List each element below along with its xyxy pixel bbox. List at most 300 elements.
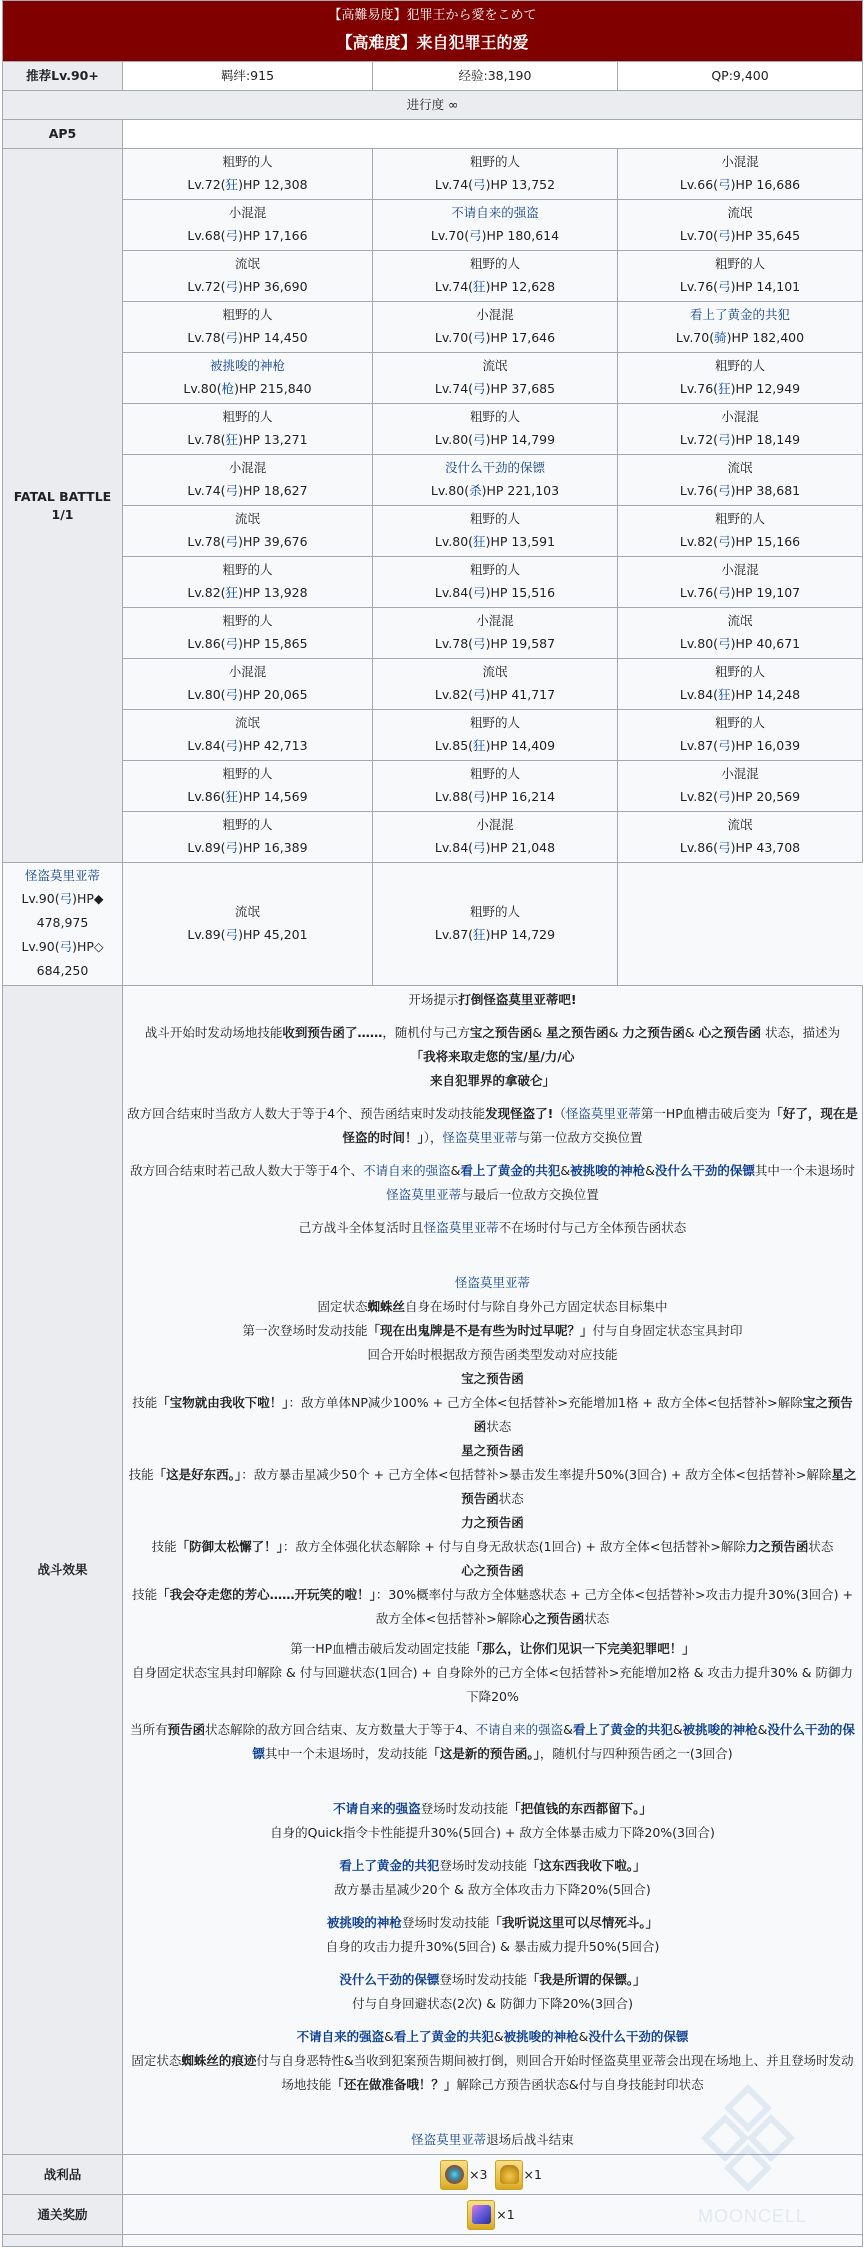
enemy-hp: )HP 12,308: [238, 177, 308, 192]
enemy-level: Lv.78(: [187, 330, 226, 345]
enemy-hp: )HP 39,676: [238, 534, 308, 549]
enemy-name: 小混混: [721, 766, 759, 781]
enemy-hp: )HP 215,840: [234, 381, 312, 396]
enemy-hp: )HP 20,569: [730, 789, 801, 804]
enemy-cell: [618, 659, 863, 710]
enemy-hp: )HP 12,949: [730, 381, 801, 396]
class-link[interactable]: 弓: [718, 177, 731, 192]
enemy-name: 粗野的人: [469, 511, 520, 526]
enemy-stats: [127, 632, 368, 656]
enemy-name: 粗野的人: [715, 664, 766, 679]
enemy-name-link[interactable]: 被挑唆的神枪: [209, 358, 285, 373]
class-link[interactable]: 狂: [473, 738, 486, 753]
enemy-row: [3, 710, 863, 761]
effects-row: [3, 986, 863, 2155]
enemy-stats: [127, 428, 368, 452]
enemy-cell: [373, 251, 618, 302]
class-link[interactable]: 弓: [718, 228, 731, 243]
enemy-stats: [377, 530, 613, 554]
class-link[interactable]: 弓: [225, 330, 239, 345]
enemy-row: [3, 353, 863, 404]
enemy-name: 粗野的人: [222, 154, 273, 169]
enemy-cell: [618, 302, 863, 353]
enemy-cell: [373, 710, 618, 761]
robber-effect: 不请自来的强盗登场时发动技能「把值钱的东西都留下。」 自身的Quick指令卡性能提升30%(5回合) + 敌方全体暴击威力下降20%(3回合): [270, 1801, 715, 1840]
enemy-name: 流氓: [727, 613, 753, 628]
enemy-name: 粗野的人: [469, 904, 520, 919]
class-link[interactable]: 枪: [221, 381, 235, 396]
enemy-stats: [622, 530, 858, 554]
class-link[interactable]: 弓: [718, 432, 731, 447]
enemy-row: [3, 149, 863, 200]
reward-label: 通关奖励: [3, 2195, 123, 2235]
enemy-hp: )HP 14,101: [730, 279, 801, 294]
enemy-level: Lv.80(: [434, 432, 474, 447]
enemy-hp: )HP 182,400: [726, 330, 805, 345]
enemy-name: 粗野的人: [222, 817, 273, 832]
enemy-level: Lv.80(: [434, 534, 474, 549]
robber-link[interactable]: 不请自来的强盗: [475, 1722, 564, 1737]
class-archer-link[interactable]: 弓: [59, 939, 73, 954]
class-link[interactable]: 弓: [718, 279, 731, 294]
enemy-hp: )HP 15,516: [485, 585, 556, 600]
enemy-name-link[interactable]: 没什么干劲的保镖: [444, 460, 545, 475]
enemy-row: [3, 557, 863, 608]
loot-items: [123, 2155, 863, 2195]
accomplice-link[interactable]: 看上了黄金的共犯: [393, 2029, 494, 2044]
enemy-hp: )HP 12,628: [485, 279, 556, 294]
class-link[interactable]: 弓: [718, 636, 731, 651]
enemy-stats: [127, 530, 368, 554]
enemy-stats: [127, 479, 368, 503]
class-link[interactable]: 弓: [225, 687, 239, 702]
accomplice-link[interactable]: 看上了黄金的共犯: [339, 1858, 440, 1873]
enemy-level: Lv.74(: [434, 177, 474, 192]
material-crystal-icon[interactable]: [467, 2200, 495, 2230]
class-link[interactable]: 弓: [225, 483, 239, 498]
enemy-level: Lv.84(: [679, 687, 719, 702]
enemy-cell: [123, 506, 373, 557]
enemy-stats: [377, 275, 613, 299]
item-quantity: ×3: [469, 2166, 488, 2182]
enemy-cell: [373, 200, 618, 251]
enemy-cell: [373, 353, 618, 404]
boss-hp-2: )HP◇ 684,250: [36, 939, 104, 978]
quest-title-cn: 【高难度】来自犯罪王的爱: [336, 33, 529, 52]
trailing-label: [3, 2235, 123, 2247]
class-link[interactable]: 杀: [469, 483, 482, 498]
enemy-cell: [618, 710, 863, 761]
class-link[interactable]: 弓: [469, 228, 482, 243]
enemy-hp: )HP 13,928: [238, 585, 308, 600]
enemy-stats: [377, 632, 613, 656]
effects-content: [123, 986, 863, 2155]
enemy-stats: [377, 377, 613, 401]
guard-link[interactable]: 没什么干劲的保镖: [654, 1163, 755, 1178]
class-link[interactable]: 狂: [225, 177, 239, 192]
enemy-row: [3, 404, 863, 455]
enemy-hp: )HP 13,591: [485, 534, 556, 549]
boss-hp-bar-1: [7, 887, 118, 935]
enemy-cell: [373, 149, 618, 200]
class-link[interactable]: 狂: [473, 534, 486, 549]
enemy-stats: [622, 785, 858, 809]
enemy-cell: [123, 557, 373, 608]
class-link[interactable]: 弓: [473, 585, 486, 600]
enemy-name: 粗野的人: [469, 409, 520, 424]
enemy-name: 流氓: [234, 511, 260, 526]
qp-reward: QP:9,400: [618, 62, 863, 91]
enemy-cell: [618, 251, 863, 302]
enemy-hp: )HP 16,389: [238, 840, 308, 855]
info-row: [3, 62, 863, 91]
enemy-name: 流氓: [727, 460, 753, 475]
boss-link[interactable]: 怪盗莫里亚蒂: [455, 1275, 531, 1290]
lancer-effect: 被挑唆的神枪登场时发动技能「我听说这里可以尽情死斗。」 自身的攻击力提升30%(5回合) & 暴击威力提升50%(5回合): [325, 1915, 660, 1954]
enemy-stats: [622, 377, 858, 401]
enemy-cell: [618, 149, 863, 200]
enemy-stats: [622, 326, 858, 350]
enemy-hp: )HP 180,614: [481, 228, 560, 243]
enemy-level: Lv.88(: [434, 789, 474, 804]
guard-effect: 没什么干劲的保镖登场时发动技能「我是所谓的保镖。」 付与自身回避状态(2次) & 防御力下降20%(3回合): [339, 1972, 646, 2011]
enemy-name: 小混混: [476, 307, 514, 322]
enemy-cell-boss: [3, 863, 123, 986]
enemy-level: Lv.66(: [679, 177, 719, 192]
material-golden-statue-icon[interactable]: [495, 2160, 523, 2190]
enemy-level: Lv.80(: [679, 636, 719, 651]
enemy-hp: )HP 13,752: [485, 177, 556, 192]
enemy-name: 粗野的人: [469, 715, 520, 730]
boss-level-1: Lv.90(: [21, 891, 60, 906]
boss-level-2: Lv.90(: [21, 939, 60, 954]
enemy-name-link[interactable]: 看上了黄金的共犯: [690, 307, 791, 322]
enemy-cell: [618, 812, 863, 863]
enemy-name: 流氓: [234, 904, 260, 919]
enemy-level: Lv.76(: [679, 483, 719, 498]
class-link[interactable]: 弓: [718, 585, 731, 600]
enemy-hp: )HP 18,627: [238, 483, 308, 498]
enemy-cell: [123, 812, 373, 863]
enemy-name: 小混混: [721, 409, 759, 424]
enemy-cell: [618, 557, 863, 608]
enemy-hp: )HP 21,048: [485, 840, 556, 855]
enemy-stats: [622, 479, 858, 503]
enemy-level: Lv.80(: [183, 381, 222, 396]
enemy-stats: [622, 632, 858, 656]
enemy-name: 流氓: [234, 256, 260, 271]
enemy-stats: [377, 326, 613, 350]
class-link[interactable]: 狂: [718, 381, 731, 396]
enemy-stats: [127, 581, 368, 605]
enemy-cell: [618, 455, 863, 506]
enemy-row: [3, 659, 863, 710]
enemy-level: Lv.72(: [187, 279, 226, 294]
bond-points: 羁绊:915: [123, 62, 373, 91]
accomplice-link[interactable]: 看上了黄金的共犯: [572, 1722, 673, 1737]
enemy-hp: )HP 14,569: [238, 789, 308, 804]
boss-hp-bar-2: [7, 935, 118, 983]
enemy-stats: [622, 683, 858, 707]
loot-row: [3, 2155, 863, 2195]
enemy-level: Lv.70(: [434, 330, 474, 345]
exp-points: 经验:38,190: [373, 62, 618, 91]
enemy-cell: [123, 149, 373, 200]
reward-items: [123, 2195, 863, 2235]
class-link[interactable]: 弓: [225, 840, 239, 855]
enemy-level: Lv.80(: [187, 687, 226, 702]
enemy-row: [3, 761, 863, 812]
class-link[interactable]: 弓: [473, 381, 486, 396]
battle-label: [3, 149, 123, 863]
enemy-level: Lv.74(: [434, 279, 474, 294]
robber-link[interactable]: 不请自来的强盗: [363, 1163, 451, 1178]
guard-link[interactable]: 没什么干劲的保镖: [252, 1722, 855, 1761]
enemy-stats: [622, 275, 858, 299]
enemy-hp: )HP 14,248: [730, 687, 801, 702]
boss-name-link[interactable]: 怪盗莫里亚蒂: [24, 868, 100, 883]
enemy-name: 流氓: [482, 358, 508, 373]
class-link[interactable]: 弓: [473, 177, 486, 192]
enemy-cell: [618, 761, 863, 812]
enemy-name: 小混混: [721, 154, 759, 169]
enemy-name: 小混混: [721, 562, 759, 577]
enemy-name: 粗野的人: [715, 715, 766, 730]
title-row: [3, 1, 863, 62]
class-link[interactable]: 弓: [225, 534, 239, 549]
swap-first-effect: 敌方回合结束时当敌方人数大于等于4个、预告函结束时发动技能发现怪盗了!（怪盗莫里亚蒂第一HP血槽击破后变为「好了，现在是怪盗的时间！」），怪盗莫里亚蒂与第一位敌方交换位置: [127, 1106, 858, 1145]
enemy-cell: [373, 659, 618, 710]
enemy-name: 小混混: [476, 817, 514, 832]
break-effect: 第一HP血槽击破后发动固定技能「那么，让你们见识一下完美犯罪吧！」 自身固定状态宝具封印解除 & 付与回避状态(1回合) + 自身除外的己方全体<包括替补>充能增加2格 & 攻击力提升30% & 防御力下降20%: [132, 1641, 853, 1704]
enemy-row: [3, 608, 863, 659]
class-link[interactable]: 弓: [473, 330, 486, 345]
enemy-row: [3, 200, 863, 251]
enemy-name: 粗野的人: [715, 358, 766, 373]
enemy-cell: [373, 404, 618, 455]
class-link[interactable]: 狂: [473, 279, 486, 294]
enemy-stats: [377, 428, 613, 452]
class-link[interactable]: 弓: [473, 687, 486, 702]
enemy-hp: )HP 42,713: [238, 738, 308, 753]
enemy-level: Lv.85(: [434, 738, 474, 753]
enemy-name: 粗野的人: [222, 409, 273, 424]
enemy-hp: )HP 13,271: [238, 432, 308, 447]
enemy-hp: )HP 16,686: [730, 177, 801, 192]
class-link[interactable]: 弓: [718, 789, 731, 804]
enemy-hp: )HP 45,201: [238, 927, 308, 942]
enemy-stats: [622, 224, 858, 248]
class-link[interactable]: 弓: [473, 840, 486, 855]
enemy-level: Lv.86(: [187, 636, 226, 651]
class-archer-link[interactable]: 弓: [59, 891, 73, 906]
enemy-level: Lv.89(: [187, 840, 226, 855]
class-link[interactable]: 弓: [718, 483, 731, 498]
boss-row: [3, 863, 863, 986]
enemy-cell: [123, 200, 373, 251]
enemy-level: Lv.84(: [187, 738, 226, 753]
enemy-cell: [373, 506, 618, 557]
enemy-cell: [123, 302, 373, 353]
enemy-level: Lv.80(: [430, 483, 470, 498]
lancer-link[interactable]: 被挑唆的神枪: [570, 1163, 646, 1178]
enemy-level: Lv.74(: [187, 483, 226, 498]
enemy-name: 粗野的人: [469, 256, 520, 271]
enemy-stats: [622, 734, 858, 758]
enemy-level: Lv.74(: [434, 381, 474, 396]
enemy-name-link[interactable]: 不请自来的强盗: [451, 205, 539, 220]
material-gear-icon[interactable]: [440, 2160, 468, 2190]
enemy-row: [3, 506, 863, 557]
item-quantity: ×1: [523, 2166, 542, 2182]
enemy-row: [3, 455, 863, 506]
trailing-row: [3, 2235, 863, 2247]
start-effect: 战斗开始时发动场地技能收到预告函了……，随机付与己方宝之预告函& 星之预告函& 力之预告函& 心之预告函 状态，描述为 「我将来取走您的宝/星/力/心 来自犯罪界的拿破仑」: [144, 1025, 841, 1088]
enemy-stats: [622, 836, 858, 860]
enemy-level: Lv.78(: [187, 432, 226, 447]
accomplice-link[interactable]: 看上了黄金的共犯: [460, 1163, 561, 1178]
enemy-row: [3, 302, 863, 353]
enemy-hp: )HP 221,103: [481, 483, 560, 498]
enemy-level: Lv.72(: [187, 177, 226, 192]
enemy-cell: [123, 251, 373, 302]
guard-link[interactable]: 没什么干劲的保镖: [588, 2029, 689, 2044]
robber-link[interactable]: 不请自来的强盗: [296, 2029, 385, 2044]
enemy-stats: [127, 785, 368, 809]
reward-row: [3, 2195, 863, 2235]
enemy-stats: [127, 224, 368, 248]
robber-link[interactable]: 不请自来的强盗: [333, 1801, 421, 1816]
class-link[interactable]: 弓: [225, 279, 239, 294]
enemy-cell: [123, 455, 373, 506]
class-link[interactable]: 弓: [473, 636, 486, 651]
enemy-hp: )HP 16,039: [730, 738, 801, 753]
enemy-hp: )HP 38,681: [730, 483, 801, 498]
enemy-name: 小混混: [228, 205, 267, 220]
class-link[interactable]: 弓: [473, 432, 486, 447]
class-link[interactable]: 弓: [473, 789, 486, 804]
battle-label-title: FATAL BATTLE: [13, 488, 112, 504]
class-link[interactable]: 弓: [718, 534, 731, 549]
enemy-level: Lv.78(: [187, 534, 226, 549]
enemy-cell: [123, 404, 373, 455]
enemy-cell: [373, 557, 618, 608]
enemy-level: Lv.89(: [187, 927, 226, 942]
enemy-level: Lv.84(: [434, 585, 474, 600]
enemy-level: Lv.82(: [187, 585, 226, 600]
enemy-cell: [618, 353, 863, 404]
class-link[interactable]: 狂: [473, 927, 486, 942]
enemy-hp: )HP 16,214: [485, 789, 556, 804]
enemy-stats: [127, 275, 368, 299]
boss-link[interactable]: 怪盗莫里亚蒂: [442, 1130, 518, 1145]
enemy-level: Lv.78(: [434, 636, 474, 651]
class-link[interactable]: 骑: [714, 330, 727, 345]
enemy-name: 粗野的人: [469, 154, 520, 169]
battle-label-wave: 1/1: [51, 506, 74, 522]
boss-link[interactable]: 怪盗莫里亚蒂: [423, 1220, 499, 1235]
intro-line: 开场提示打倒怪盗莫里亚蒂吧!: [408, 992, 577, 1007]
lancer-link[interactable]: 被挑唆的神枪: [326, 1915, 402, 1930]
enemy-stats: [377, 734, 613, 758]
enemy-stats: [377, 479, 613, 503]
effects-label: 战斗效果: [3, 986, 123, 2155]
enemy-stats: [622, 581, 858, 605]
swap-last-effect: 敌方回合结束时若己敌人数大于等于4个、不请自来的强盗&看上了黄金的共犯&被挑唆的神枪&没什么干劲的保镖其中一个未退场时怪盗莫里亚蒂与最后一位敌方交换位置: [130, 1163, 855, 1202]
class-link[interactable]: 狂: [225, 789, 239, 804]
enemy-level: Lv.72(: [679, 432, 719, 447]
enemy-level: Lv.86(: [679, 840, 719, 855]
guard-link[interactable]: 没什么干劲的保镖: [339, 1972, 440, 1987]
enemy-cell: [123, 608, 373, 659]
enemy-cell: [373, 812, 618, 863]
progress-label: 进行度 ∞: [3, 91, 863, 120]
lancer-link[interactable]: 被挑唆的神枪: [503, 2029, 579, 2044]
enemy-stats: [377, 173, 613, 197]
enemy-hp: )HP 19,107: [730, 585, 801, 600]
enemy-name: 流氓: [727, 817, 753, 832]
class-link[interactable]: 弓: [225, 228, 239, 243]
enemy-name: 流氓: [234, 715, 260, 730]
boss-link[interactable]: 怪盗莫里亚蒂: [411, 2132, 487, 2147]
class-link[interactable]: 弓: [225, 738, 239, 753]
enemy-hp: )HP 14,799: [485, 432, 556, 447]
enemy-stats: [377, 836, 613, 860]
boss-link[interactable]: 怪盗莫里亚蒂: [386, 1187, 462, 1202]
enemy-stats: [377, 785, 613, 809]
enemy-stats: [377, 224, 613, 248]
enemy-hp: )HP 18,149: [730, 432, 801, 447]
class-link[interactable]: 弓: [718, 840, 731, 855]
class-link[interactable]: 弓: [225, 927, 239, 942]
class-link[interactable]: 弓: [718, 738, 731, 753]
enemy-cell: [618, 506, 863, 557]
enemy-hp: )HP 17,646: [485, 330, 556, 345]
renew-effect: 当所有预告函状态解除的敌方回合结束、友方数量大于等于4、不请自来的强盗&看上了黄金的共犯&被挑唆的神枪&没什么干劲的保镖其中一个未退场时，发动技能「这是新的预告函。」，随机付与四种预告函之一(3回合): [130, 1722, 855, 1761]
boss-link[interactable]: 怪盗莫里亚蒂: [565, 1106, 641, 1121]
enemy-name: 粗野的人: [715, 256, 766, 271]
enemy-hp: )HP 20,065: [238, 687, 308, 702]
enemy-hp: )HP 35,645: [730, 228, 801, 243]
enemy-stats: [127, 683, 368, 707]
enemy-hp: )HP 37,685: [485, 381, 556, 396]
enemy-level: Lv.76(: [679, 279, 719, 294]
class-link[interactable]: 狂: [225, 585, 239, 600]
accomplice-effect: 看上了黄金的共犯登场时发动技能「这东西我收下啦。」 敌方暴击星减少20个 & 敌方全体攻击力下降20%(5回合): [334, 1858, 651, 1897]
enemy-hp: )HP 36,690: [238, 279, 308, 294]
enemy-level: Lv.70(: [675, 330, 715, 345]
class-link[interactable]: 弓: [225, 636, 239, 651]
enemy-hp: )HP 15,166: [730, 534, 801, 549]
lancer-link[interactable]: 被挑唆的神枪: [682, 1722, 758, 1737]
ap-cost: AP5: [3, 120, 123, 149]
class-link[interactable]: 狂: [718, 687, 731, 702]
revive-effect: 己方战斗全体复活时且怪盗莫里亚蒂不在场时付与己方全体预告函状态: [298, 1220, 687, 1235]
enemy-cell: [123, 710, 373, 761]
class-link[interactable]: 狂: [225, 432, 239, 447]
enemy-stats: [127, 377, 368, 401]
enemy-name: 粗野的人: [469, 766, 520, 781]
enemy-level: Lv.82(: [434, 687, 474, 702]
enemy-name: 粗野的人: [222, 613, 273, 628]
recommended-level: 推荐Lv.90+: [3, 62, 123, 91]
enemy-cell: [373, 455, 618, 506]
enemy-stats: [622, 173, 858, 197]
enemy-hp: )HP 43,708: [730, 840, 801, 855]
enemy-level: Lv.76(: [679, 585, 719, 600]
enemy-level: Lv.70(: [430, 228, 470, 243]
enemy-hp: )HP 19,587: [485, 636, 556, 651]
